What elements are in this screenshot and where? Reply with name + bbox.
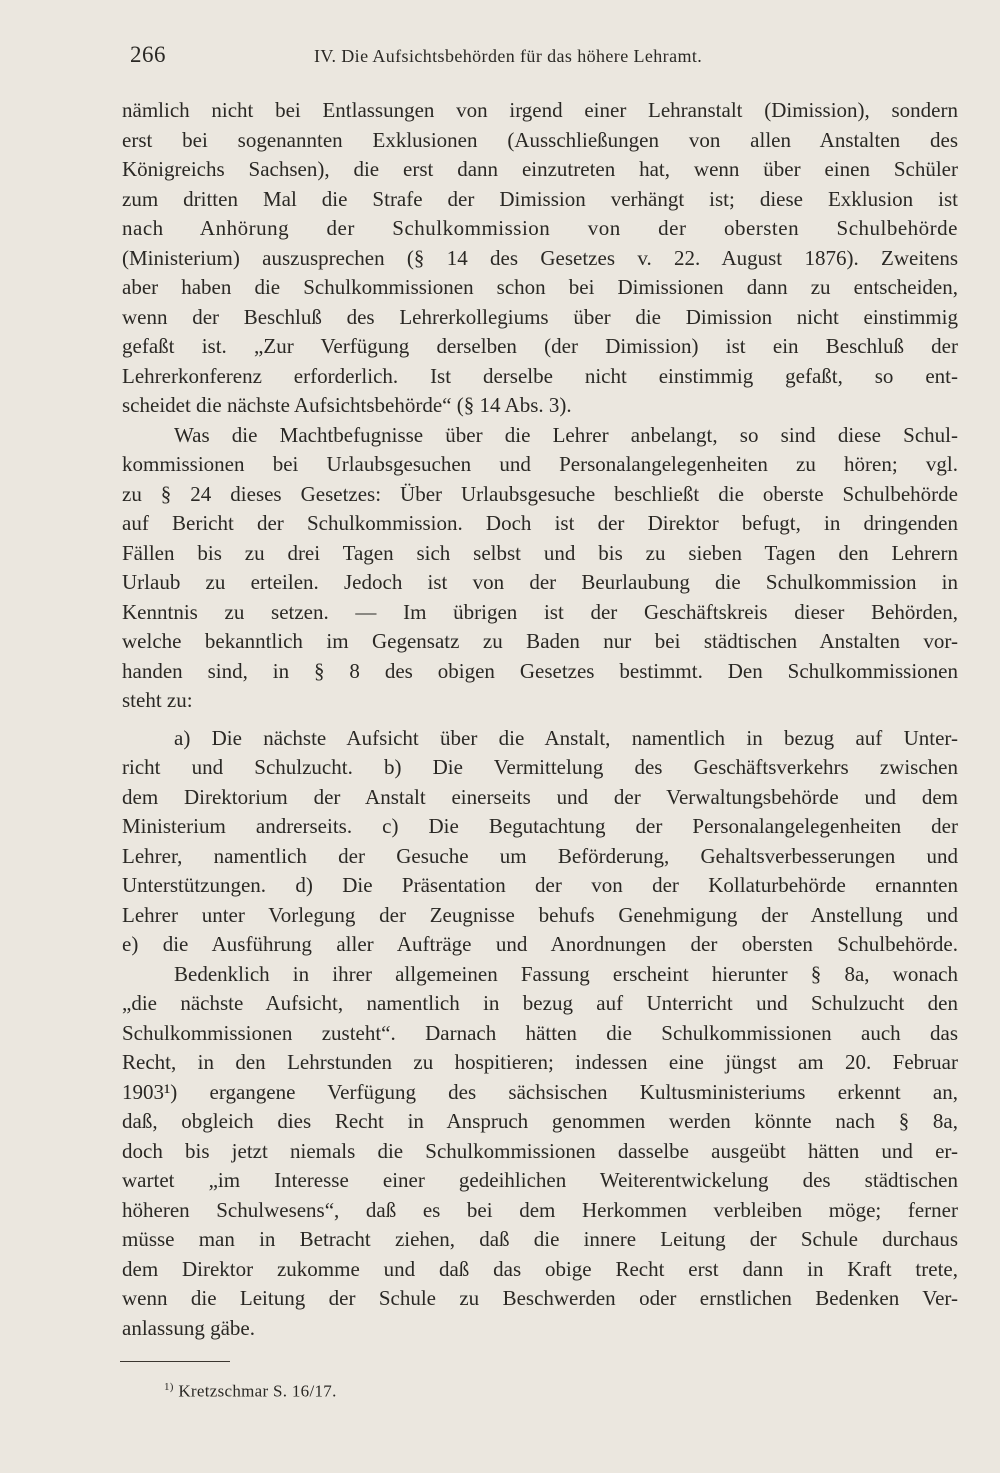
- text-line: aber haben die Schulkommissionen schon bei Dimissionen dann zu entscheiden,: [122, 275, 958, 299]
- text-line: doch bis jetzt niemals die Schulkommissionen dasselbe ausgeübt hätten und er-: [122, 1138, 958, 1163]
- text-line: Lehrerkonferenz erforderlich. Ist derselbe nicht einstimmig gefaßt, so ent-: [122, 363, 958, 388]
- text-line: auf Bericht der Schulkommission. Doch ist der Direktor befugt, in dringenden: [122, 511, 958, 535]
- text-line: wenn die Leitung der Schule zu Beschwerden oder ernstlichen Bedenken Ver-: [122, 1286, 958, 1310]
- text-line: Was die Machtbefugnisse über die Lehrer anbelangt, so sind diese Schul-: [174, 422, 958, 447]
- footnote-marker: 1): [164, 1381, 174, 1393]
- text-line: scheidet die nächste Aufsichtsbehörde“ (§ 14 Abs. 3).: [122, 393, 572, 417]
- text-line: höheren Schulwesens“, daß es bei dem Herkommen verbleiben möge; ferner: [122, 1197, 958, 1222]
- text-line: richt und Schulzucht. b) Die Vermittelung des Geschäftsverkehrs zwischen: [122, 755, 958, 779]
- text-line: handen sind, in § 8 des obigen Gesetzes bestimmt. Den Schulkommissionen: [122, 658, 958, 683]
- paragraph-gap: [122, 716, 958, 724]
- text-line: dem Direktor zukomme und daß das obige Recht erst dann in Kraft trete,: [122, 1256, 958, 1281]
- text-line: daß, obgleich dies Recht in Anspruch genommen werden könnte nach § 8a,: [122, 1109, 958, 1133]
- text-line: e) die Ausführung aller Aufträge und Anordnungen der obersten Schulbehörde.: [122, 932, 958, 956]
- text-line: zum dritten Mal die Strafe der Dimission verhängt ist; diese Exklusion ist: [122, 186, 958, 211]
- footnote: [164, 1381, 337, 1402]
- text-line: gefaßt ist. „Zur Verfügung derselben (der Dimission) ist ein Beschluß der: [122, 334, 958, 358]
- text-line: wenn der Beschluß des Lehrerkollegiums über die Dimission nicht einstimmig: [122, 304, 958, 329]
- footnote-text: Kretzschmar S. 16/17.: [178, 1381, 337, 1401]
- text-line: Lehrer unter Vorlegung der Zeugnisse behufs Genehmigung der Anstellung und: [122, 902, 958, 927]
- text-line: anlassung gäbe.: [122, 1315, 255, 1340]
- text-line: dem Direktorium der Anstalt einerseits und der Verwaltungsbehörde und dem: [122, 784, 958, 809]
- text-line: a) Die nächste Aufsicht über die Anstalt, namentlich in bezug auf Unter-: [174, 725, 958, 750]
- text-line: nach Anhörung der Schulkommission von der obersten Schulbehörde: [122, 216, 958, 240]
- text-line: 1903¹) ergangene Verfügung des sächsischen Kultusministeriums erkennt an,: [122, 1079, 958, 1104]
- text-line: Unterstützungen. d) Die Präsentation der von der Kollaturbehörde ernannten: [122, 873, 958, 897]
- text-line: Ministerium andrerseits. c) Die Begutachtung der Personalangelegenheiten der: [122, 814, 958, 838]
- text-line: erst bei sogenannten Exklusionen (Ausschließungen von allen Anstalten des: [122, 127, 958, 152]
- footnote-rule: [120, 1361, 230, 1362]
- text-line: kommissionen bei Urlaubsgesuchen und Personalangelegenheiten zu hören; vgl.: [122, 452, 958, 476]
- text-line: „die nächste Aufsicht, namentlich in bezug auf Unterricht und Schulzucht den: [122, 991, 958, 1015]
- running-title: IV. Die Aufsichtsbehörden für das höhere Lehramt.: [314, 46, 703, 66]
- text-line: wartet „im Interesse einer gedeihlichen Weiterentwickelung des städtischen: [122, 1168, 958, 1192]
- text-line: zu § 24 dieses Gesetzes: Über Urlaubsgesuche beschließt die oberste Schulbehörde: [122, 481, 958, 506]
- text-line: Recht, in den Lehrstunden zu hospitieren; indessen eine jüngst am 20. Februar: [122, 1050, 958, 1074]
- text-line: Königreichs Sachsen), die erst dann einzutreten hat, wenn über einen Schüler: [122, 157, 958, 181]
- text-line: müsse man in Betracht ziehen, daß die innere Leitung der Schule durchaus: [122, 1227, 958, 1251]
- text-line: Kenntnis zu setzen. — Im übrigen ist der Geschäftskreis dieser Behörden,: [122, 599, 958, 624]
- text-line: (Ministerium) auszusprechen (§ 14 des Gesetzes v. 22. August 1876). Zweitens: [122, 245, 958, 270]
- text-line: Lehrer, namentlich der Gesuche um Beförderung, Gehaltsverbesserungen und: [122, 843, 958, 868]
- text-line: Schulkommissionen zusteht“. Darnach hätten die Schulkommissionen auch das: [122, 1020, 958, 1045]
- body-text: [122, 96, 958, 1343]
- text-line: Bedenklich in ihrer allgemeinen Fassung erscheint hierunter § 8a, wonach: [174, 961, 958, 986]
- text-line: Urlaub zu erteilen. Jedoch ist von der Beurlaubung die Schulkommission in: [122, 570, 958, 594]
- text-line: steht zu:: [122, 688, 193, 712]
- page-header: [130, 42, 960, 74]
- page-number: 266: [130, 42, 166, 67]
- text-line: Fällen bis zu drei Tagen sich selbst und bis zu sieben Tagen den Lehrern: [122, 540, 958, 565]
- text-line: nämlich nicht bei Entlassungen von irgend einer Lehranstalt (Dimission), sondern: [122, 98, 958, 122]
- text-line: welche bekanntlich im Gegensatz zu Baden nur bei städtischen Anstalten vor-: [122, 629, 958, 653]
